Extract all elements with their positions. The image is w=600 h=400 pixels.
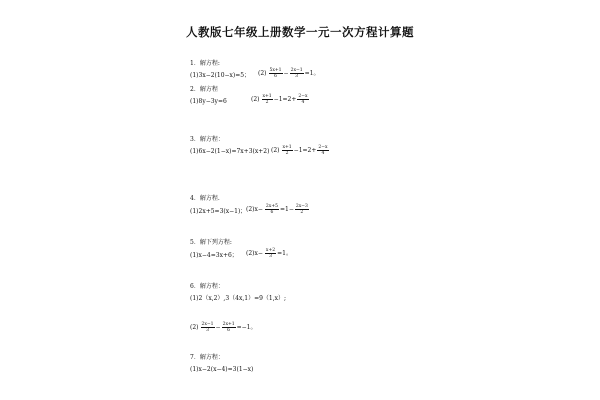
- problem-5-eq-2: [246, 248, 292, 259]
- problem-6-eq-1: (1)2（x,2）,3（4x,1）=9（1,x）;: [190, 295, 287, 302]
- eq-label: (2): [190, 324, 199, 331]
- problem-7-label: 7．解方程：: [190, 354, 224, 361]
- denominator: 3: [206, 328, 209, 333]
- problem-2-eq-2: [251, 94, 310, 105]
- fraction: [295, 204, 309, 215]
- denominator: 6: [227, 328, 231, 333]
- numerator: 5x+1: [269, 68, 282, 73]
- operator: =1−: [279, 206, 294, 213]
- problem-4-eq-1: (1)2x+5=3(x−1)；: [190, 208, 247, 215]
- numerator: x+2: [265, 248, 276, 253]
- denominator: 6: [274, 74, 277, 79]
- denominator: 4: [301, 100, 305, 105]
- eq-label: (2): [251, 96, 260, 103]
- fraction: [297, 94, 308, 105]
- fraction: [201, 322, 215, 333]
- problem-5-eq-1: (1)x−4=3x+6；: [190, 252, 238, 259]
- numerator: 2x−3: [295, 204, 308, 209]
- problem-6-eq-2: [190, 322, 257, 333]
- problem-3-eq-1: (1)6x−2(1−x)=7x+3(x+2): [190, 148, 270, 155]
- fraction: [317, 145, 328, 156]
- operator: −: [215, 324, 221, 331]
- numerator: 2−x: [318, 145, 328, 150]
- numerator: 2x+5: [265, 204, 278, 209]
- numerator: 2x+1: [222, 322, 235, 327]
- operator: −1=2+: [273, 96, 297, 103]
- denominator: 6: [270, 210, 274, 215]
- denominator: 3: [269, 254, 272, 259]
- eq-label: (2): [271, 147, 280, 154]
- fraction: [282, 145, 293, 156]
- denominator: 2: [300, 210, 304, 215]
- denominator: 3: [295, 74, 299, 79]
- numerator: x+1: [282, 145, 292, 150]
- worksheet-title: 人教版七年级上册数学一元一次方程计算题: [186, 25, 414, 39]
- operator: −1=2+: [293, 147, 317, 154]
- numerator: x+1: [262, 94, 272, 99]
- problem-4-eq-2: [246, 204, 310, 215]
- fraction: [222, 322, 236, 333]
- problem-2-eq-1: (1)8y−3y=6: [190, 98, 227, 105]
- eq-label: (2)x−: [246, 206, 263, 213]
- problem-4-label: 4．解方程.: [190, 195, 220, 202]
- problem-7-eq-1: (1)x−2(x−4)=3(1−x): [190, 366, 254, 373]
- problem-2-label: 2．解方程: [190, 86, 218, 93]
- operator: =1。: [277, 250, 292, 257]
- problem-1-label: 1．解方程:: [190, 60, 220, 67]
- numerator: 2x−1: [290, 68, 303, 73]
- eq-tail: =−1。: [236, 324, 257, 331]
- eq-tail: =1。: [304, 70, 320, 77]
- eq-label: (2): [258, 70, 267, 77]
- numerator: 2−x: [298, 94, 308, 99]
- fraction: [265, 248, 276, 259]
- problem-3-label: 3．解方程：: [190, 136, 224, 143]
- fraction: [265, 204, 279, 215]
- problem-3-eq-2: [271, 145, 330, 156]
- numerator: 2x−1: [201, 322, 214, 327]
- fraction: [262, 94, 273, 105]
- fraction: [269, 68, 283, 79]
- problem-6-label: 6．解方程：: [190, 283, 224, 290]
- denominator: 2: [285, 151, 289, 156]
- operator: −: [283, 70, 289, 77]
- problem-1-eq-2: [258, 68, 319, 79]
- problem-5-label: 5．解下列方程:: [190, 239, 232, 246]
- denominator: 2: [265, 100, 269, 105]
- problem-1-eq-1: (1)3x−2(10−x)=5；: [190, 72, 251, 79]
- eq-label: (2)x−: [246, 250, 263, 257]
- fraction: [290, 68, 304, 79]
- denominator: 4: [321, 151, 325, 156]
